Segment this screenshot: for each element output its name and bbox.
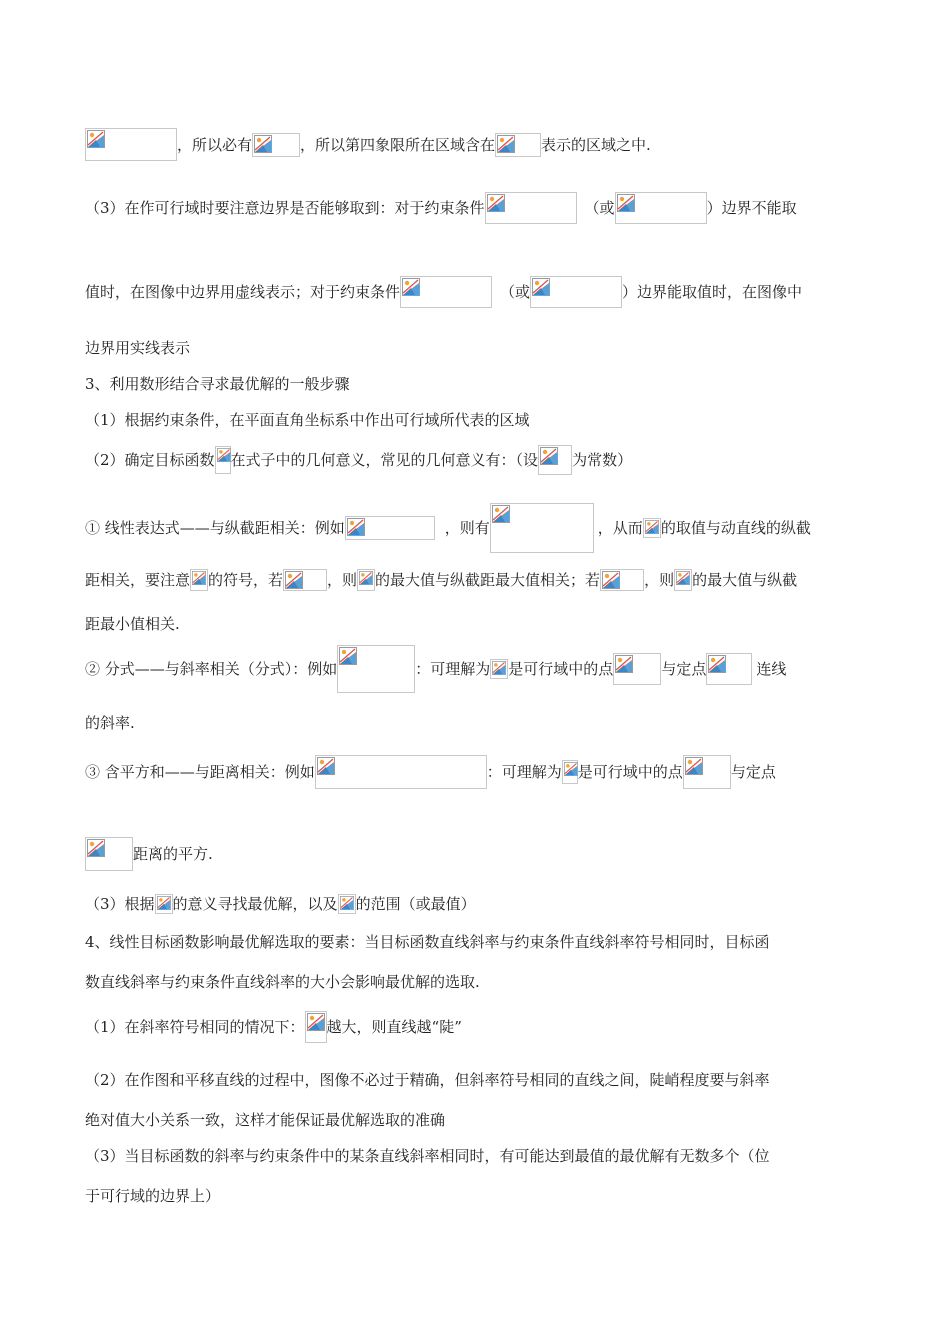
broken-image-icon — [254, 135, 272, 153]
broken-image-icon — [359, 571, 373, 585]
line-22: 于可行域的边界上） — [85, 1187, 221, 1205]
formula-image — [305, 1011, 327, 1043]
broken-image-icon — [285, 571, 303, 589]
formula-image — [613, 653, 661, 685]
line-3: 值时，在图像中边界用虚线表示；对于约束条件 （或 ）边界能取值时，在图像中 — [85, 276, 802, 308]
formula-image — [85, 837, 133, 871]
broken-image-icon — [615, 655, 633, 673]
formula-image — [345, 516, 435, 540]
broken-image-icon — [339, 647, 357, 665]
broken-image-icon — [402, 278, 420, 296]
section-heading-3: 3、利用数形结合寻求最优解的一般步骤 — [85, 375, 350, 393]
broken-image-icon — [87, 130, 105, 148]
formula-image — [485, 192, 577, 224]
formula-image — [615, 192, 707, 224]
line-8: ① 线性表达式——与纵截距相关：例如 ，则有 ，从而 的取值与动直线的纵截 — [85, 503, 811, 553]
line-9: 距相关，要注意 的符号，若 ，则 的最大值与纵截距最大值相关；若 ，则 的最大值与纵截 — [85, 571, 798, 589]
broken-image-icon — [347, 518, 365, 536]
formula-image — [252, 133, 300, 157]
line-14: 距离的平方. — [85, 837, 213, 871]
line-10: 距最小值相关. — [85, 615, 180, 633]
broken-image-icon — [532, 278, 550, 296]
formula-image — [674, 569, 692, 591]
formula-image — [490, 503, 594, 553]
formula-image — [155, 894, 173, 914]
line-20: 绝对值大小关系一致，这样才能保证最优解选取的准确 — [85, 1111, 446, 1129]
broken-image-icon — [708, 655, 726, 673]
line-17: 数直线斜率与约束条件直线斜率的大小会影响最优解的选取. — [85, 973, 480, 991]
line-7: （2）确定目标函数 在式子中的几何意义，常见的几何意义有：（设 为常数） — [85, 445, 632, 475]
line-18: （1）在斜率符号相同的情况下： 越大，则直线越“陡” — [85, 1011, 462, 1043]
broken-image-icon — [192, 571, 206, 585]
broken-image-icon — [157, 896, 171, 910]
broken-image-icon — [497, 135, 515, 153]
formula-image — [495, 133, 541, 157]
formula-image — [283, 569, 327, 591]
broken-image-icon — [645, 520, 659, 534]
broken-image-icon — [617, 194, 635, 212]
formula-image — [706, 653, 752, 685]
line-1: ，所以必有 ，所以第四象限所在区域含在 表示的区域之中. — [85, 128, 651, 161]
formula-image — [357, 569, 375, 591]
broken-image-icon — [540, 447, 558, 465]
broken-image-icon — [685, 757, 703, 775]
line-6: （1）根据约束条件，在平面直角坐标系中作出可行域所代表的区域 — [85, 411, 530, 429]
broken-image-icon — [602, 571, 620, 589]
formula-image — [490, 659, 508, 679]
line-11: ② 分式——与斜率相关（分式）：例如 ：可理解为 是可行域中的点 与定点 连线 — [85, 645, 786, 693]
broken-image-icon — [492, 505, 510, 523]
line-2: （3）在作可行域时要注意边界是否能够取到：对于约束条件 （或 ）边界不能取 — [85, 192, 797, 224]
broken-image-icon — [564, 762, 578, 776]
line-19: （2）在作图和平移直线的过程中，图像不必过于精确，但斜率符号相同的直线之间，陡峭程度要与斜率 — [85, 1071, 770, 1089]
formula-image — [315, 755, 487, 789]
formula-image — [562, 760, 578, 784]
broken-image-icon — [217, 448, 231, 462]
broken-image-icon — [87, 839, 105, 857]
line-12: 的斜率. — [85, 714, 135, 732]
broken-image-icon — [317, 757, 335, 775]
formula-image — [337, 645, 415, 693]
formula-image — [85, 128, 177, 161]
broken-image-icon — [676, 571, 690, 585]
broken-image-icon — [487, 194, 505, 212]
broken-image-icon — [340, 896, 354, 910]
formula-image — [215, 446, 231, 474]
line-21: （3）当目标函数的斜率与约束条件中的某条直线斜率相同时，有可能达到最值的最优解有无数多个（位 — [85, 1147, 770, 1165]
broken-image-icon — [307, 1013, 325, 1031]
line-4: 边界用实线表示 — [85, 339, 191, 357]
formula-image — [600, 569, 644, 591]
formula-image — [643, 518, 661, 538]
formula-image — [530, 276, 622, 308]
formula-image — [190, 569, 208, 591]
formula-image — [683, 755, 731, 789]
formula-image — [400, 276, 492, 308]
formula-image — [538, 445, 572, 475]
line-15: （3）根据 的意义寻找最优解，以及 的范围（或最值） — [85, 895, 476, 913]
line-13: ③ 含平方和——与距离相关：例如 ：可理解为 是可行域中的点 与定点 — [85, 755, 776, 789]
broken-image-icon — [492, 661, 506, 675]
formula-image — [338, 894, 356, 914]
section-heading-4: 4、线性目标函数影响最优解选取的要素：当目标函数直线斜率与约束条件直线斜率符号相同时，目标函 — [85, 933, 770, 951]
